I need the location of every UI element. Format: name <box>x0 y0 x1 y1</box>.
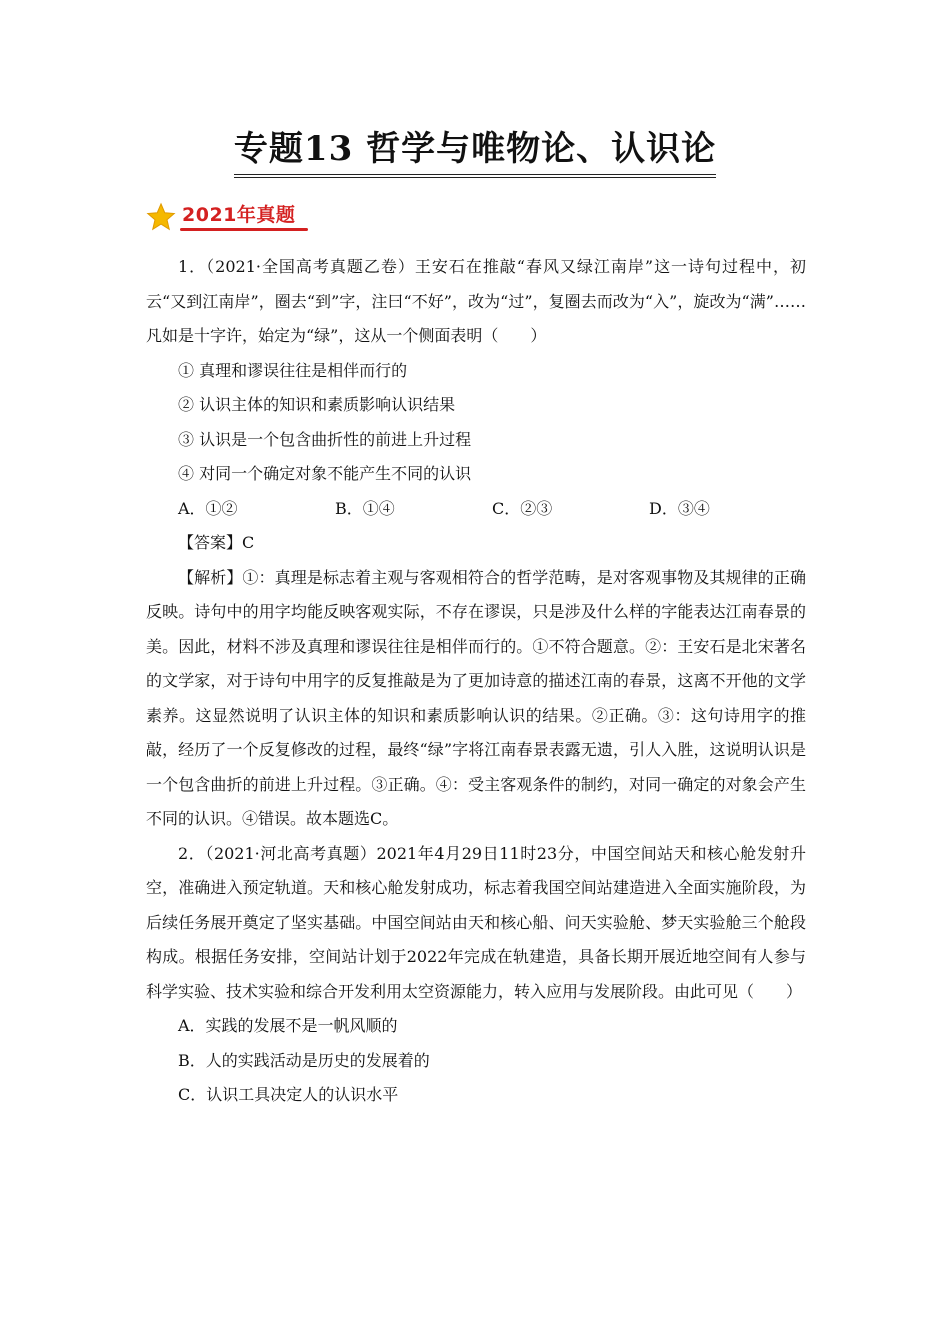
q2-option-b: B．人的实践活动是历史的发展着的 <box>178 1050 430 1070</box>
question-1-stem: 1．（2021·全国高考真题乙卷）王安石在推敲“春风又绿江南岸”这一诗句过程中，初云“又到江南岸”，圈去“到”字，注曰“不好”，改为“过”，复圈去而改为“入”，旋改为“满”……凡如是十字许，始定为“绿”，这从一个侧面表明（ ） <box>146 257 806 345</box>
q1-statement-1: ① 真理和谬误往往是相伴而行的 <box>178 360 408 380</box>
q1-option-c: C．②③ <box>492 498 553 518</box>
q1-statement-3: ③ 认识是一个包含曲折性的前进上升过程 <box>178 429 472 449</box>
question-2-stem: 2．（2021·河北高考真题）2021年4月29日11时23分，中国空间站天和核心舱发射升空，准确进入预定轨道。天和核心舱发射成功，标志着我国空间站建造进入全面实施阶段，为后续任务展开奠定了坚实基础。中国空间站由天和核心船、问天实验舱、梦天实验舱三个舱段构成。根据任务安排，空间站计划于2022年完成在轨建造，具备长期开展近地空间有人参与科学实验、技术实验和综合开发利用太空资源能力，转入应用与发展阶段。由此可见（ ） <box>146 843 806 1001</box>
q1-answer: 【答案】C <box>178 533 255 552</box>
title-area <box>0 128 950 178</box>
q1-statement-2: ② 认识主体的知识和素质影响认识结果 <box>178 395 456 414</box>
badge-underline <box>180 228 308 231</box>
q1-statement-4: ④ 对同一个确定对象不能产生不同的认识 <box>178 464 472 483</box>
q1-option-a: A．①② <box>178 498 238 518</box>
q2-option-c: C．认识工具决定人的认识水平 <box>178 1085 399 1104</box>
page-title: 专题13 哲学与唯物论、认识论 <box>234 128 716 178</box>
star-icon <box>146 202 176 232</box>
q1-options <box>146 492 806 527</box>
q1-option-b: B．①④ <box>335 498 395 518</box>
section-badge <box>146 198 316 238</box>
q1-option-d: D．③④ <box>649 498 710 518</box>
content <box>146 250 806 1113</box>
q2-option-a: A．实践的发展不是一帆风顺的 <box>178 1016 398 1035</box>
q1-analysis: 【解析】①：真理是标志着主观与客观相符合的哲学范畴，是对客观事物及其规律的正确反映。诗句中的用字均能反映客观实际，不存在谬误，只是涉及什么样的字能表达江南春景的美。因此，材料不涉及真理和谬误往往是相伴而行的。①不符合题意。②：王安石是北宋著名的文学家，对于诗句中用字的反复推敲是为了更加诗意的描述江南的春景，这离不开他的文学素养。这显然说明了认识主体的知识和素质影响认识的结果。②正确。③：这句诗用字的推敲，经历了一个反复修改的过程，最终“绿”字将江南春景表露无遗，引人入胜，这说明认识是一个包含曲折的前进上升过程。③正确。④：受主客观条件的制约，对同一确定的对象会产生不同的认识。④错误。故本题选C。 <box>146 567 806 828</box>
section-badge-label: 2021年真题 <box>182 204 296 226</box>
